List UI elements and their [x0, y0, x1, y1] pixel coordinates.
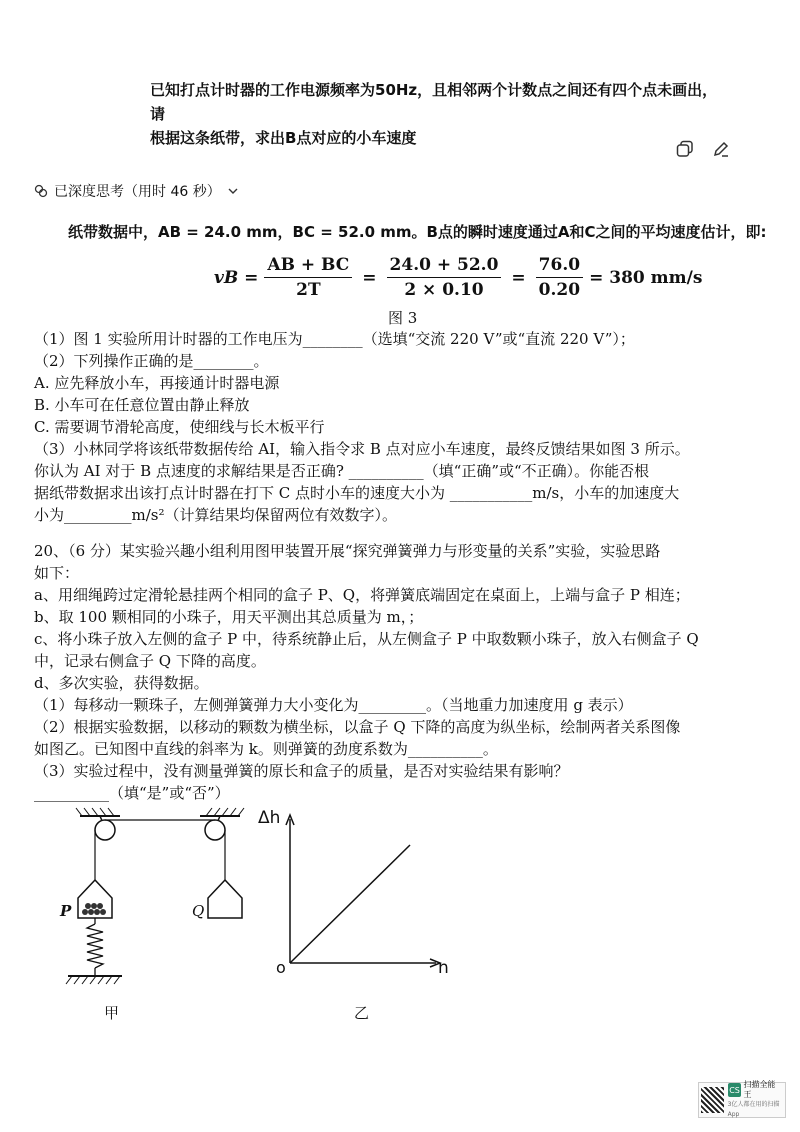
fraction-3-numerator: 76.0: [536, 255, 583, 278]
q20-line: 20、（6 分）某实验兴趣小组利用图甲装置开展“探究弹簧弹力与形变量的关系”实验，实验思路: [34, 542, 661, 560]
fraction-1: [264, 255, 352, 300]
q20-line: c、将小珠子放入左侧的盒子 P 中，待系统静止后，从左侧盒子 P 中取数颗小珠子，放入右侧盒子 Q: [34, 630, 699, 648]
q19-line: （1）图 1 实验所用计时器的工作电压为________（选填“交流 220 V”或“直流 220 V”）；: [34, 330, 635, 348]
fraction-2-numerator: 24.0 + 52.0: [387, 255, 502, 278]
x-axis-label: n: [438, 958, 449, 978]
q20-text: [34, 540, 774, 804]
watermark-title: 扫描全能王: [743, 1080, 776, 1099]
copy-icon[interactable]: [676, 140, 694, 158]
q19-line: 你认为 AI 对于 B 点速度的求解结果是否正确? __________（填“正确”或“不正确）。你能否根: [34, 462, 650, 480]
deep-thinking-toggle[interactable]: [34, 181, 239, 201]
q19-line: （3）小林同学将该纸带数据传给 AI，输入指令求 B 点对应小车速度，最终反馈结果如图 3 所示。: [34, 440, 690, 458]
box-q: [208, 880, 242, 918]
q20-line: d、多次实验，获得数据。: [34, 674, 209, 692]
origin-label: o: [276, 958, 286, 977]
thinking-icon: [34, 184, 48, 198]
question-line-2: 根据这条纸带，求出B点对应的小车速度: [150, 129, 417, 147]
fraction-3-denominator: 0.20: [538, 280, 581, 300]
q19-line: 小为_________m/s²（计算结果均保留两位有效数字）。: [34, 506, 397, 524]
spring: [87, 918, 103, 976]
answer-intro: 纸带数据中，AB = 24.0 mm，BC = 52.0 mm。B点的瞬时速度通过A和C之间的平均速度估计，即:: [68, 223, 767, 241]
q19-option-a: A. 应先释放小车，再接通计时器电源: [34, 374, 280, 392]
fraction-1-denominator: 2T: [296, 280, 321, 300]
qr-code-icon: [701, 1087, 724, 1113]
fraction-2: [387, 255, 502, 300]
y-axis-label: Δh: [258, 808, 281, 828]
velocity-formula: vB = $\frac{AB + BC}{2T}$ = $\frac{24.0 + 52.0}{2 \times 0.10}$ = $\frac{76.0}{0.20}$ = 380 mm/s: [214, 255, 703, 300]
q19-option-c: C. 需要调节滑轮高度，使细线与长木板平行: [34, 418, 325, 436]
q19-option-b: B. 小车可在任意位置由静止释放: [34, 396, 250, 414]
formula-lhs: vB =: [214, 267, 259, 288]
figure-yi-caption: 乙: [354, 1004, 370, 1022]
q20-line: 如图乙。已知图中直线的斜率为 k。则弹簧的劲度系数为__________。: [34, 740, 498, 758]
q19-parts: [34, 328, 774, 526]
message-actions: [676, 140, 730, 158]
q20-line: （1）每移动一颗珠子，左侧弹簧弹力大小变化为_________。（当地重力加速度用 g 表示）: [34, 696, 633, 714]
fraction-1-numerator: AB + BC: [264, 255, 352, 278]
formula-result: = 380 mm/s: [589, 267, 703, 288]
edit-icon[interactable]: [712, 140, 730, 158]
q20-line: __________（填“是”或“否”）: [34, 784, 230, 802]
left-pulley: [95, 820, 115, 840]
question-text: [150, 78, 730, 150]
figure-yi-graph: [270, 805, 450, 985]
scanner-watermark: [698, 1082, 786, 1118]
q20-line: a、用细绳跨过定滑轮悬挂两个相同的盒子 P、Q，将弹簧底端固定在桌面上，上端与盒子 P 相连；: [34, 586, 690, 604]
chevron-down-icon: [227, 185, 239, 197]
thinking-label: 已深度思考（用时 46 秒）: [54, 184, 221, 200]
question-line-1: 已知打点计时器的工作电源频率为50Hz，且相邻两个计数点之间还有四个点未画出，请: [150, 81, 718, 123]
label-q: Q: [192, 902, 205, 920]
label-p: P: [60, 902, 72, 920]
graph-line: [290, 845, 410, 963]
q20-line: （2）根据实验数据，以移动的颗数为横坐标，以盒子 Q 下降的高度为纵坐标，绘制两者关系图像: [34, 718, 681, 736]
figure-jia-apparatus: [60, 800, 260, 1000]
fraction-2-denominator: 2 × 0.10: [404, 280, 484, 300]
q19-line: （2）下列操作正确的是________。: [34, 352, 269, 370]
figure-3-caption: 图 3: [388, 309, 418, 327]
watermark-sub: 3亿人都在用的扫描App: [727, 1101, 780, 1118]
figure-jia-caption: 甲: [104, 1004, 120, 1022]
camscanner-logo: CS: [728, 1083, 742, 1097]
q19-line: 据纸带数据求出该打点计时器在打下 C 点时小车的速度大小为 ___________m/s，小车的加速度大: [34, 484, 680, 502]
fraction-3: [536, 255, 583, 300]
q20-line: 中，记录右侧盒子 Q 下降的高度。: [34, 652, 266, 670]
q20-line: （3）实验过程中，没有测量弹簧的原长和盒子的质量，是否对实验结果有影响？: [34, 762, 569, 780]
right-pulley: [205, 820, 225, 840]
q20-line: 如下：: [34, 564, 80, 582]
q20-line: b、取 100 颗相同的小珠子，用天平测出其总质量为 m，；: [34, 608, 424, 626]
